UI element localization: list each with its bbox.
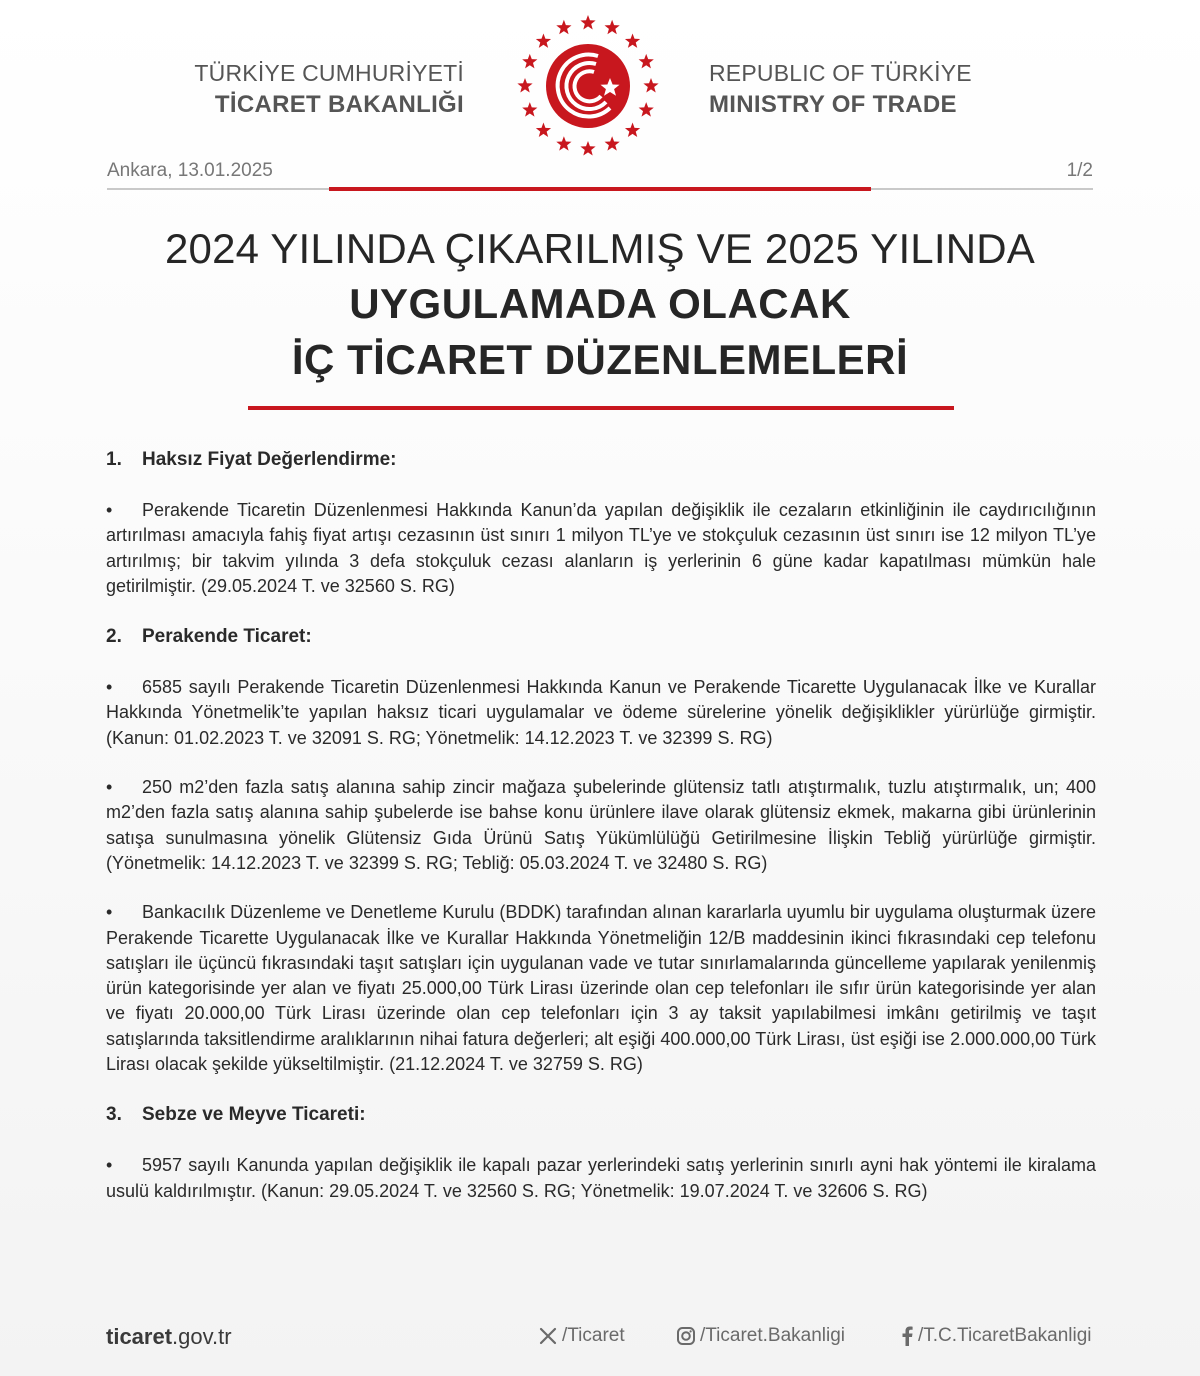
bullet-icon: • xyxy=(106,777,113,798)
emblem-ring-star xyxy=(625,33,640,47)
section-title: Perakende Ticaret: xyxy=(142,626,312,648)
paragraph-text: 6585 sayılı Perakende Ticaretin Düzenlenmesi Hakkında Kanun ve Perakende Ticarette Uygulanacak İlke ve Kurallar Hakkında Yönetmelik’te yapılan haksız ticari uygulamalar ve ödeme sürelerine yönelik değişiklikler yürürlüğe girmiştir. (Kanun: 01.02.2023 T. ve 32091 S. RG; Yönetmelik: 14.12.2023 T. ve 32399 S. RG) xyxy=(106,677,1096,748)
section-title: Haksız Fiyat Değerlendirme: xyxy=(142,449,397,470)
emblem-ring-star xyxy=(580,15,595,29)
paragraph-text: Bankacılık Düzenleme ve Denetleme Kurulu (BDDK) tarafından alınan kararlarla uyumlu bir uygulama oluşturmak üzere Perakende Ticarette Uygulanacak İlke ve Kurallar Hakkında Yönetmeliğin 12/B maddesinin ikinci fıkrasındaki cep telefonu satışları ile üçüncü fıkrasındaki taşıt satışları için uygulanan vade ve tutar sınırlamalarında güncelleme yapılarak yenilenmiş ürün kategorisinde yer alan ve fiyatı 25.000,00 Türk Lirası üzerinde olan cep telefonları ile sıfır ürün kategorisinde yer alan ve fiyatı 20.000,00 Türk Lirası üzerinde olan cep telefonları için 3 ay taksit yapılabilmesi imkânı getirilmiş ve taşıt satışlarında taksitlendirme aralıklarının nihai fatura değerleri; alt eşiği 400.000,00 Türk Lirası, üst eşiği ise 2.000.000,00 Türk Lirası olacak şekilde yükseltilmiştir. (21.12.2024 T. ve 32759 S. RG) xyxy=(106,902,1096,1075)
bullet-icon: • xyxy=(106,677,113,698)
section-title: Sebze ve Meyve Ticareti: xyxy=(142,1104,366,1126)
emblem-ring-star xyxy=(643,78,658,92)
emblem-ring-star xyxy=(522,102,537,116)
bullet-paragraph xyxy=(106,1153,1096,1204)
letterhead xyxy=(0,0,1200,160)
meta-divider-accent xyxy=(329,187,871,191)
org-name-en-line2: MINISTRY OF TRADE xyxy=(709,91,957,118)
website-domain: .gov.tr xyxy=(172,1324,232,1349)
section-sebze-meyve xyxy=(106,1101,1096,1204)
title-line-2: UYGULAMADA OLACAK xyxy=(349,280,851,327)
org-name-tr-line1: TÜRKİYE CUMHURİYETİ xyxy=(194,60,464,86)
document-body xyxy=(106,446,1096,1228)
title-line-1: 2024 YILINDA ÇIKARILMIŞ VE 2025 YILINDA xyxy=(164,225,1036,272)
org-name-tr-line2: TİCARET BAKANLIĞI xyxy=(214,91,464,118)
org-name-en-line1: REPUBLIC OF TÜRKİYE xyxy=(709,60,972,86)
emblem-ring-star xyxy=(522,54,537,68)
emblem-ring-star xyxy=(605,136,620,150)
x-logo-icon xyxy=(538,1326,558,1346)
emblem-ring-star xyxy=(536,33,551,47)
emblem-ring-star xyxy=(639,54,654,68)
facebook-icon xyxy=(900,1326,914,1346)
ministry-emblem-icon xyxy=(514,12,662,160)
document-date: Ankara, 13.01.2025 xyxy=(107,160,273,181)
facebook-handle: /T.C.TicaretBakanligi xyxy=(918,1325,1092,1346)
org-name-turkish xyxy=(194,58,464,120)
emblem-ring-star xyxy=(625,123,640,137)
paragraph-text: Perakende Ticaretin Düzenlenmesi Hakkında Kanun’da yapılan değişiklik ile cezaların etkinliğinin ile caydırıcılığının artırılması amacıyla fahiş fiyat artışı cezasının üst sınırı 1 milyon TL’ye ve stokçuluk cezasının üst sınırı ise 12 milyon TL’ye artırılmış; bir takvim yılında 3 defa stokçuluk cezası alanların iş yerlerinin 6 güne kadar kapatılması mümkün hale getirilmiştir. (29.05.2024 T. ve 32560 S. RG) xyxy=(106,500,1096,596)
bullet-paragraph xyxy=(106,498,1096,599)
bullet-icon: • xyxy=(106,1155,113,1176)
instagram-handle: /Ticaret.Bakanligi xyxy=(700,1325,846,1346)
section-heading xyxy=(106,623,1096,651)
emblem-ring-star xyxy=(556,20,571,34)
org-name-english xyxy=(709,58,972,120)
section-number: 1. xyxy=(106,449,122,470)
section-heading xyxy=(106,446,1096,474)
section-haksiz-fiyat xyxy=(106,446,1096,599)
bullet-icon: • xyxy=(106,902,113,923)
website-link[interactable] xyxy=(106,1324,232,1350)
section-heading xyxy=(106,1101,1096,1129)
x-social-link[interactable] xyxy=(538,1325,625,1347)
title-underline xyxy=(248,406,954,410)
emblem-ring-star xyxy=(580,141,595,155)
emblem-ring-star xyxy=(536,123,551,137)
document-title xyxy=(0,222,1200,388)
title-line-3: İÇ TİCARET DÜZENLEMELERİ xyxy=(291,336,909,383)
page-number: 1/2 xyxy=(1066,160,1093,181)
section-perakende-ticaret xyxy=(106,623,1096,1077)
emblem-ring-star xyxy=(556,136,571,150)
instagram-icon xyxy=(676,1326,696,1346)
bullet-paragraph xyxy=(106,675,1096,751)
website-name: ticaret xyxy=(106,1324,173,1349)
section-number: 3. xyxy=(106,1104,122,1126)
facebook-social-link[interactable] xyxy=(900,1325,1092,1347)
emblem-ring-star xyxy=(639,102,654,116)
emblem-ring-star xyxy=(517,78,532,92)
paragraph-text: 5957 sayılı Kanunda yapılan değişiklik ile kapalı pazar yerlerindeki satış yerlerinin sınırlı ayni hak yöntemi ile kiralama usulü kaldırılmıştır. (Kanun: 29.05.2024 T. ve 32560 S. RG; Yönetmelik: 19.07.2024 T. ve 32606 S. RG) xyxy=(106,1155,1096,1201)
section-number: 2. xyxy=(106,626,122,648)
instagram-social-link[interactable] xyxy=(676,1325,845,1347)
document-meta-row xyxy=(107,160,1093,192)
emblem-ring-star xyxy=(605,20,620,34)
bullet-icon: • xyxy=(106,500,113,520)
paragraph-text: 250 m2’den fazla satış alanına sahip zincir mağaza şubelerinde glütensiz tatlı atıştırmalık, tuzlu atıştırmalık, un; 400 m2’den fazla satış alanına sahip şubelerde ise bahse konu ürünlere ilave olarak glütensiz ekmek, makarna gibi ürünlerinin satışa sunulmasına yönelik Glütensiz Gıda Ürünü Satış Yükümlülüğü Getirilmesine İlişkin Tebliğ yürürlüğe girmiştir. (Yönetmelik: 14.12.2023 T. ve 32399 S. RG; Tebliğ: 05.03.2024 T. ve 32480 S. RG) xyxy=(106,777,1096,873)
bullet-paragraph xyxy=(106,900,1096,1077)
x-handle: /Ticaret xyxy=(562,1325,625,1346)
bullet-paragraph xyxy=(106,775,1096,876)
footer xyxy=(106,1322,1100,1356)
